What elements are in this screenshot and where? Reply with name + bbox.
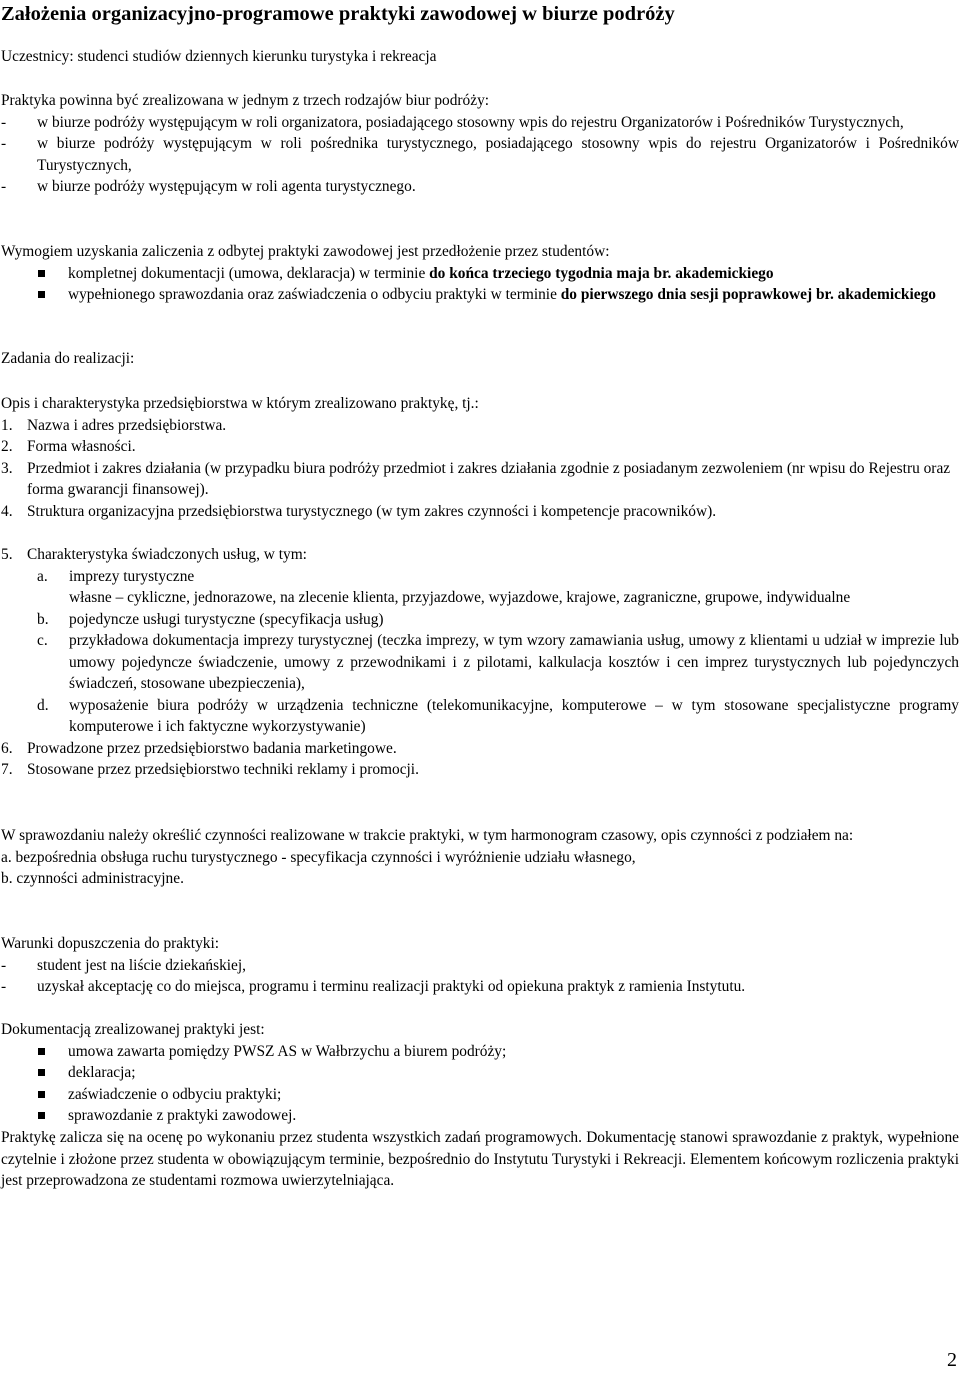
requirement-section — [1, 241, 959, 306]
tasks-section — [1, 393, 959, 522]
intro-section — [1, 90, 959, 198]
square-bullet-icon — [1, 284, 68, 306]
participants-line: Uczestnicy: studenci studiów dziennych kierunku turystyka i rekreacja — [1, 48, 437, 65]
service-subitem: a. imprezy turystyczne własne – cykliczne, jednorazowe, na zlecenie klienta, przyjazdowe, wyjazdowe, krajowe, zagraniczne, grupowe, indywidualne — [37, 567, 851, 606]
task-item: 7. Stosowane przez przedsiębiorstwo techniki reklamy i promocji. — [1, 761, 419, 778]
services-section — [1, 544, 959, 781]
report-item-a: a. bezpośrednia obsługa ruchu turystycznego - specyfikacja czynności i wyróżnienie udziału własnego, — [1, 848, 636, 866]
intro-item: - w biurze podróży występującym w roli agenta turystycznego. — [1, 178, 416, 195]
square-bullet-icon — [1, 1062, 68, 1084]
document-title: Założenia organizacyjno-programowe praktyki zawodowej w biurze podróży — [1, 3, 675, 25]
requirement-item: kompletnej dokumentacji (umowa, deklaracja) w terminie do końca trzeciego tygodnia maja br. akademickiego — [1, 263, 959, 285]
square-bullet-icon — [1, 1041, 68, 1063]
square-bullet-icon — [1, 263, 68, 285]
documentation-item: umowa zawarta pomiędzy PWSZ AS w Wałbrzychu a biurem podróży; — [1, 1041, 959, 1063]
service-subitem: d. wyposażenie biura podróży w urządzenia techniczne (telekomunikacyjne, komputerowe – w tym stosowane specjalistyczne programy komputerowe i ich faktyczne wykorzystywanie) — [37, 696, 959, 735]
documentation-section — [1, 1019, 959, 1127]
page-number: 2 — [947, 1349, 957, 1371]
requirement-text: Wymogiem uzyskania zaliczenia z odbytej praktyki zawodowej jest przedłożenie przez studentów: — [1, 243, 610, 260]
documentation-heading: Dokumentacją zrealizowanej praktyki jest: — [1, 1021, 265, 1038]
square-bullet-icon — [1, 1105, 68, 1127]
intro-item: - w biurze podróży występującym w roli pośrednika turystycznego, posiadającego stosowny wpis do rejestru Organizatorów i Pośredników Turystycznych, — [1, 135, 959, 174]
closing-paragraph: Praktykę zalicza się na ocenę po wykonaniu przez studenta wszystkich zadań programowych. Dokumentację stanowi sprawozdanie z praktyk, wypełnione czytelnie i złożone przez studenta w obowiązującym terminie, bezpośrednio do Instytutu Turystyki i Rekreacji. Elementem końcowym rozliczenia praktyki jest przeprowadzona ze studentami rozmowa uwierzytelniająca. — [1, 1129, 959, 1189]
task-item: 3. Przedmiot i zakres działania (w przypadku biura podróży przedmiot i zakres działania zgodnie z posiadanym zezwoleniem (nr wpisu do Rejestru oraz forma gwarancji finansowej). — [1, 459, 951, 498]
task-item: 4. Struktura organizacyjna przedsiębiorstwa turystycznego (w tym zakres czynności i kompetencje pracowników). — [1, 502, 717, 520]
documentation-item: deklaracja; — [1, 1062, 959, 1084]
task-item: 5. Charakterystyka świadczonych usług, w tym: — [1, 546, 307, 563]
documentation-item: sprawozdanie z praktyki zawodowej. — [1, 1105, 959, 1127]
report-section — [1, 825, 959, 890]
square-bullet-icon — [1, 1084, 68, 1106]
requirement-item: wypełnionego sprawozdania oraz zaświadczenia o odbyciu praktyki w terminie do pierwszego dnia sesji poprawkowej br. akademickiego — [1, 284, 959, 306]
report-item-b: b. czynności administracyjne. — [1, 870, 184, 887]
tasks-desc: Opis i charakterystyka przedsiębiorstwa w którym zrealizowano praktykę, tj.: — [1, 395, 479, 412]
conditions-section — [1, 933, 959, 998]
service-subitem: b. pojedyncze usługi turystyczne (specyfikacja usług) — [37, 610, 384, 628]
intro-item: - w biurze podróży występującym w roli organizatora, posiadającego stosowny wpis do rejestru Organizatorów i Pośredników Turystycznych, — [1, 113, 904, 131]
task-item: 2. Forma własności. — [1, 438, 136, 455]
documentation-item: zaświadczenie o odbyciu praktyki; — [1, 1084, 959, 1106]
service-subitem: c. przykładowa dokumentacja imprezy turystycznej (teczka imprezy, w tym wzory zamawiania usług, umowy z klientami u udział w imprezie lub umowy pojedyncze świadczenie, umowy z przewodnikami i z pilotami, kalkulacja kosztów i cen imprez turystycznych lub pojedynczych świadczeń, stosowane ubezpieczenia), — [37, 632, 959, 692]
tasks-heading: Zadania do realizacji: — [1, 350, 135, 367]
condition-item: - student jest na liście dziekańskiej, — [1, 956, 246, 974]
condition-item: - uzyskał akceptację co do miejsca, programu i terminu realizacji praktyki od opiekuna praktyk z ramienia Instytutu. — [1, 978, 746, 995]
intro-text: Praktyka powinna być zrealizowana w jednym z trzech rodzajów biur podróży: — [1, 92, 490, 109]
report-text: W sprawozdaniu należy określić czynności realizowane w trakcie praktyki, w tym harmonogram czasowy, opis czynności z podziałem na: — [1, 827, 854, 844]
task-item: 6. Prowadzone przez przedsiębiorstwo badania marketingowe. — [1, 739, 397, 757]
conditions-heading: Warunki dopuszczenia do praktyki: — [1, 935, 220, 952]
task-item: 1. Nazwa i adres przedsiębiorstwa. — [1, 416, 227, 434]
